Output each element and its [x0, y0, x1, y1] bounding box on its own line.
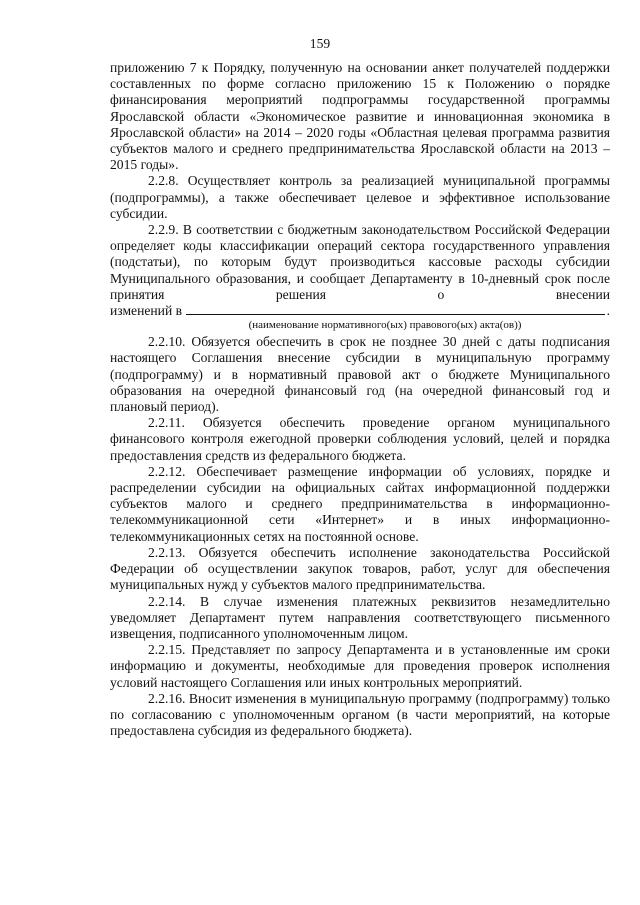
paragraph-2-2-8: 2.2.8. Осуществляет контроль за реализацией муниципальной программы (подпрограммы), а также обеспечивает целевое и эффективное использование субсидии.: [110, 173, 610, 221]
paragraph-2-2-15: 2.2.15. Представляет по запросу Департамента и в установленные им сроки информацию и документы, необходимые для проведения проверок исполнения условий настоящего Соглашения или иных контрольных мероприятий.: [110, 642, 610, 690]
paragraph-2-2-9: 2.2.9. В соответствии с бюджетным законодательством Российской Федерации определяет коды классификации операций сектора государственного управления (подстатьи), по которым будут производиться кассовые расходы субсидии Муниципального образования, и сообщает Департаменту в 10-дневный срок после принятия решения о внесении: [110, 222, 610, 302]
blank-underline: [186, 304, 605, 315]
paragraph-2-2-14: 2.2.14. В случае изменения платежных реквизитов незамедлительно уведомляет Департамент путем направления соответствующего письменного извещения, подписанного уполномоченным лицом.: [110, 593, 610, 641]
fill-line-end: .: [606, 303, 610, 319]
paragraph-continuation: приложению 7 к Порядку, полученную на основании анкет получателей поддержки составленных по форме согласно приложению 15 к Положению о порядке финансирования мероприятий подпрограммы государственной программы Ярославской области «Экономическое развитие и инновационная экономика в Ярославской области» на 2014 – 2020 годы «Областная целевая программа развития субъектов малого и среднего предпринимательства Ярославской области на 2013 – 2015 годы».: [110, 60, 610, 173]
paragraph-2-2-12: 2.2.12. Обеспечивает размещение информации об условиях, порядке и распределении субсидии на официальных сайтах информационной поддержки субъектов малого и среднего предпринимательства в информационно-телекоммуникационной сети «Интернет» и в иных информационно-телекоммуникационных сетях на постоянной основе.: [110, 463, 610, 544]
blank-fill-line: [110, 303, 610, 319]
paragraph-2-2-16: 2.2.16. Вносит изменения в муниципальную программу (подпрограмму) только по согласованию с уполномоченным органом (в части мероприятий, на которые предоставлена субсидия из федерального бюджета).: [110, 690, 610, 739]
blank-caption: (наименование нормативного(ых) правового(ых) акта(ов)): [248, 319, 522, 332]
document-body: [110, 60, 610, 739]
page-number: 159: [309, 36, 331, 51]
paragraph-2-2-10: 2.2.10. Обязуется обеспечить в срок не позднее 30 дней с даты подписания настоящего Соглашения внесение субсидии в муниципальную программу (подпрограмму) и в нормативный правовой акт о бюджете Муниципального образования на очередной финансовый год (на очередной финансовый год и плановый период).: [110, 334, 610, 415]
paragraph-2-2-11: 2.2.11. Обязуется обеспечить проведение органом муниципального финансового контроля ежегодной проверки соблюдения условий, целей и порядка предоставления средств из федерального бюджета.: [110, 415, 610, 463]
paragraph-2-2-13: 2.2.13. Обязуется обеспечить исполнение законодательства Российской Федерации об осуществлении закупок товаров, работ, услуг для обеспечения муниципальных нужд у субъектов малого предпринимательства.: [110, 544, 610, 593]
fill-line-lead: изменений в: [110, 303, 183, 319]
